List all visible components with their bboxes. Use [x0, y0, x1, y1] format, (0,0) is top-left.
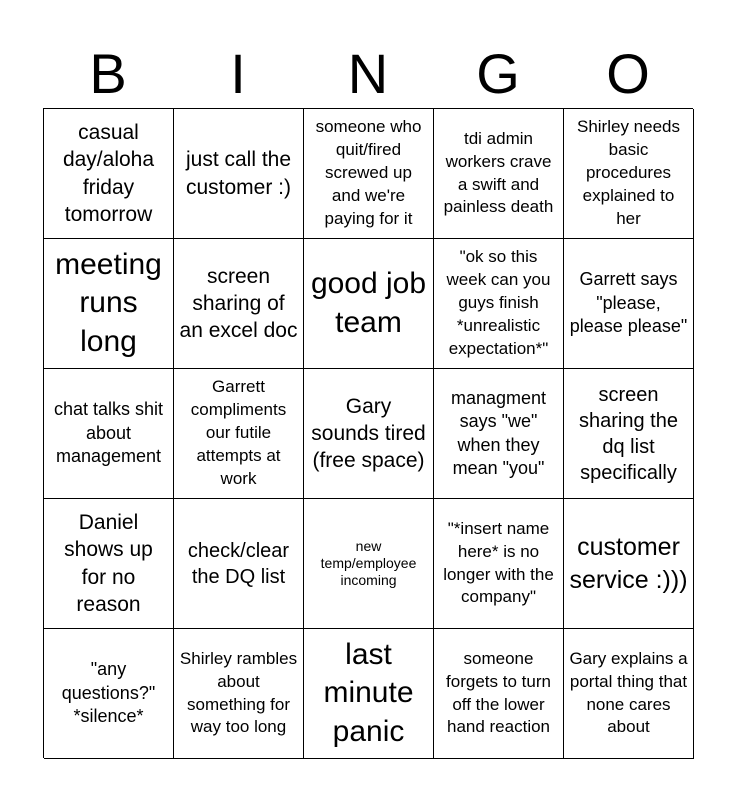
bingo-cell[interactable]: someone forgets to turn off the lower hand reaction	[434, 629, 564, 759]
bingo-cell[interactable]: check/clear the DQ list	[174, 499, 304, 629]
header-letter-g: G	[476, 42, 520, 105]
bingo-cell[interactable]: screen sharing of an excel doc	[174, 239, 304, 369]
bingo-cell[interactable]: managment says "we" when they mean "you"	[434, 369, 564, 499]
bingo-cell[interactable]: someone who quit/fired screwed up and we're paying for it	[304, 109, 434, 239]
header-letter-o: O	[606, 42, 650, 105]
bingo-cell-free-space[interactable]: Gary sounds tired (free space)	[304, 369, 434, 499]
bingo-cell[interactable]: screen sharing the dq list specifically	[564, 369, 694, 499]
bingo-cell[interactable]: Gary explains a portal thing that none cares about	[564, 629, 694, 759]
bingo-cell[interactable]: tdi admin workers crave a swift and painless death	[434, 109, 564, 239]
bingo-cell[interactable]: Garrett compliments our futile attempts at work	[174, 369, 304, 499]
bingo-cell[interactable]: last minute panic	[304, 629, 434, 759]
bingo-cell[interactable]: "any questions?" *silence*	[44, 629, 174, 759]
header-letter-n: N	[347, 42, 389, 105]
bingo-cell[interactable]: Shirley rambles about something for way too long	[174, 629, 304, 759]
bingo-cell[interactable]: new temp/employee incoming	[304, 499, 434, 629]
bingo-cell[interactable]: chat talks shit about management	[44, 369, 174, 499]
bingo-cell[interactable]: casual day/aloha friday tomorrow	[44, 109, 174, 239]
header-letter-i: I	[230, 42, 246, 105]
bingo-cell[interactable]: just call the customer :)	[174, 109, 304, 239]
header-letter-b: B	[89, 42, 127, 105]
bingo-board	[43, 108, 693, 758]
bingo-header	[43, 40, 693, 108]
bingo-cell[interactable]: meeting runs long	[44, 239, 174, 369]
bingo-cell[interactable]: Daniel shows up for no reason	[44, 499, 174, 629]
bingo-cell[interactable]: customer service :)))	[564, 499, 694, 629]
bingo-cell[interactable]: Shirley needs basic procedures explained to her	[564, 109, 694, 239]
bingo-cell[interactable]: Garrett says "please, please please"	[564, 239, 694, 369]
bingo-cell[interactable]: good job team	[304, 239, 434, 369]
bingo-cell[interactable]: "ok so this week can you guys finish *unrealistic expectation*"	[434, 239, 564, 369]
bingo-cell[interactable]: "*insert name here* is no longer with the company"	[434, 499, 564, 629]
